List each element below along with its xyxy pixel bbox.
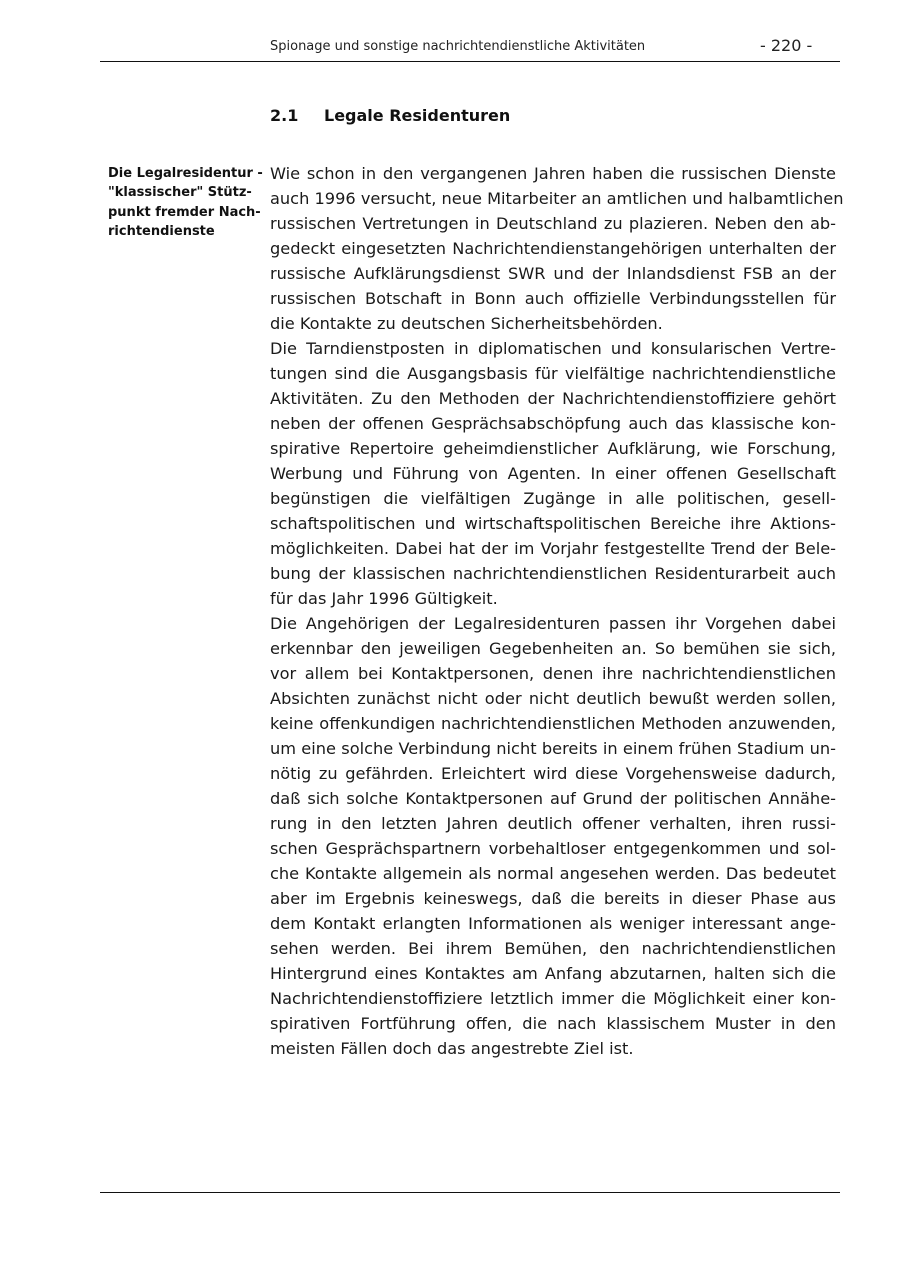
paragraph-1: [270, 161, 844, 336]
text-line: Nachrichtendienstoffiziere letztlich immer die Möglichkeit einer kon-: [270, 989, 836, 1008]
text-line: dem Kontakt erlangten Informationen als weniger interessant ange-: [270, 914, 836, 933]
text-line: russische Aufklärungsdienst SWR und der Inlandsdienst FSB an der: [270, 264, 836, 283]
text-line: die Kontakte zu deutschen Sicherheitsbehörden.: [270, 314, 663, 333]
text-line: russischen Vertretungen in Deutschland zu plazieren. Neben den ab-: [270, 214, 836, 233]
text-line: möglichkeiten. Dabei hat der im Vorjahr festgestellte Trend der Bele-: [270, 539, 836, 558]
text-line: vor allem bei Kontaktpersonen, denen ihre nachrichtendienstlichen: [270, 664, 836, 683]
footer-rule: [100, 1192, 840, 1193]
text-line: Werbung und Führung von Agenten. In einer offenen Gesellschaft: [270, 464, 836, 483]
text-line: nötig zu gefährden. Erleichtert wird diese Vorgehensweise dadurch,: [270, 764, 836, 783]
paragraph-2: [270, 336, 836, 611]
text-line: aber im Ergebnis keineswegs, daß die bereits in dieser Phase aus: [270, 889, 836, 908]
text-line: bung der klassischen nachrichtendienstlichen Residenturarbeit auch: [270, 564, 836, 583]
text-line: begünstigen die vielfältigen Zugänge in alle politischen, gesell-: [270, 489, 836, 508]
text-line: che Kontakte allgemein als normal angesehen werden. Das bedeutet: [270, 864, 836, 883]
text-line: sehen werden. Bei ihrem Bemühen, den nachrichtendienstlichen: [270, 939, 836, 958]
text-line: rung in den letzten Jahren deutlich offener verhalten, ihren russi-: [270, 814, 836, 833]
text-line: russischen Botschaft in Bonn auch offizielle Verbindungsstellen für: [270, 289, 836, 308]
text-line: um eine solche Verbindung nicht bereits in einem frühen Stadium un-: [270, 739, 836, 758]
text-line: Aktivitäten. Zu den Methoden der Nachrichtendienstoffiziere gehört: [270, 389, 836, 408]
text-line: daß sich solche Kontaktpersonen auf Grund der politischen Annähe-: [270, 789, 836, 808]
body-text: [270, 161, 844, 1061]
margin-note-line: richtendienste: [108, 223, 215, 239]
text-line: neben der offenen Gesprächsabschöpfung auch das klassische kon-: [270, 414, 836, 433]
section-number: 2.1: [270, 106, 299, 125]
section-heading: [270, 106, 510, 125]
text-line: Die Angehörigen der Legalresidenturen passen ihr Vorgehen dabei: [270, 614, 836, 633]
running-header-title: Spionage und sonstige nachrichtendienstliche Aktivitäten: [270, 39, 646, 54]
margin-note-line: punkt fremder Nach-: [108, 204, 261, 220]
text-line: schen Gesprächspartnern vorbehaltloser entgegenkommen und sol-: [270, 839, 836, 858]
text-line: Die Tarndienstposten in diplomatischen und konsularischen Vertre-: [270, 339, 836, 358]
text-line: für das Jahr 1996 Gültigkeit.: [270, 589, 498, 608]
text-line: meisten Fällen doch das angestrebte Ziel ist.: [270, 1039, 634, 1058]
margin-note-line: Die Legalresidentur -: [108, 166, 263, 181]
text-line: spirative Repertoire geheimdienstlicher Aufklärung, wie Forschung,: [270, 439, 836, 458]
header-rule: [100, 61, 840, 62]
section-title: Legale Residenturen: [324, 106, 511, 125]
paragraph-3: [270, 611, 836, 1061]
text-line: auch 1996 versucht, neue Mitarbeiter an amtlichen und halbamtlichen: [270, 189, 844, 208]
text-line: tungen sind die Ausgangsbasis für vielfältige nachrichtendienstliche: [270, 364, 836, 383]
text-line: Hintergrund eines Kontaktes am Anfang abzutarnen, halten sich die: [270, 964, 836, 983]
text-line: erkennbar den jeweiligen Gegebenheiten an. So bemühen sie sich,: [270, 639, 836, 658]
text-line: schaftspolitischen und wirtschaftspolitischen Bereiche ihre Aktions-: [270, 514, 836, 533]
text-line: spirativen Fortführung offen, die nach klassischem Muster in den: [270, 1014, 836, 1033]
page-number: - 220 -: [760, 36, 813, 55]
margin-note-line: "klassischer" Stütz-: [108, 185, 252, 201]
text-line: Wie schon in den vergangenen Jahren haben die russischen Dienste: [270, 164, 836, 183]
margin-note: [108, 164, 268, 241]
text-line: gedeckt eingesetzten Nachrichtendienstangehörigen unterhalten der: [270, 239, 836, 258]
text-line: keine offenkundigen nachrichtendienstlichen Methoden anzuwenden,: [270, 714, 836, 733]
text-line: Absichten zunächst nicht oder nicht deutlich bewußt werden sollen,: [270, 689, 836, 708]
